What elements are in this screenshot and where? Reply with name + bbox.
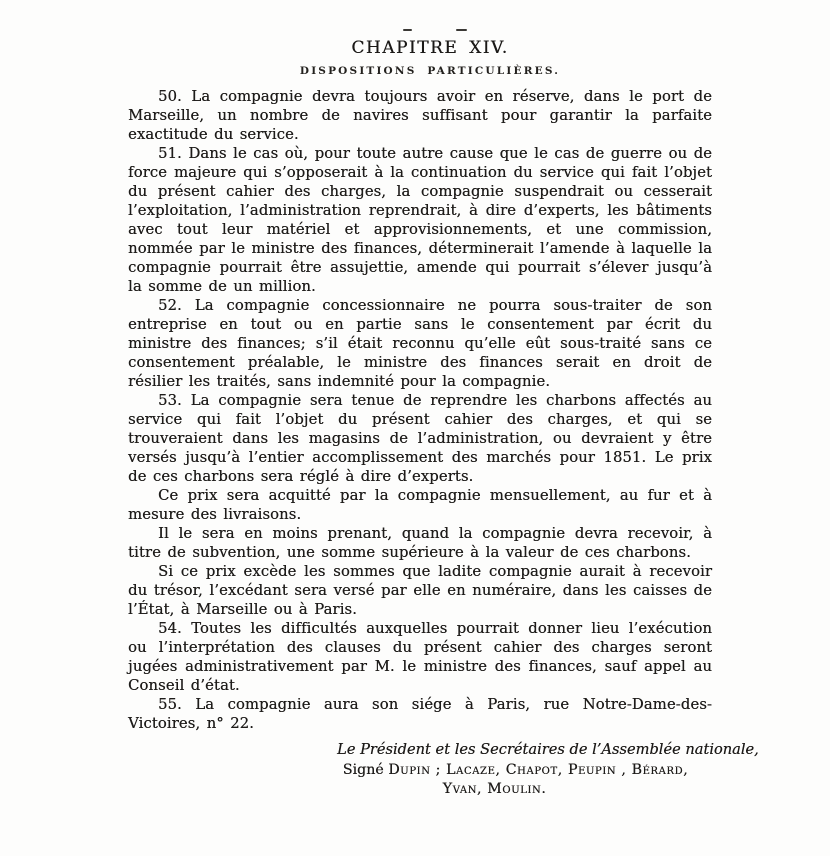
signature-block [337,739,759,799]
article-53-paragraph: 53. La compagnie sera tenue de reprendre les charbons affectés au service qui fait l’objet du présent cahier des charges, et qui se trouveraient dans les magasins de l’administration, ou devraient y être versés jusqu’à l’entier accomplissement des marchés pour 1851. Le prix de ces charbons sera réglé à dire d’experts. [128,392,712,485]
signature-names-line [337,760,712,780]
chapter-header [128,38,712,77]
article-52-paragraph: 52. La compagnie concessionnaire ne pourra sous-traiter de son entreprise en tout ou en partie sans le consentement par écrit du ministre des finances; s’il était reconnu qu’elle eût sous-traité sans ce consentement préalable, le ministre des finances serait en droit de résilier les traités, sans indemnité pour la compagnie. [128,297,712,390]
artifact-dash-icon [403,29,412,31]
signature-attribution: Le Président et les Secrétaires de l’Assemblée nationale, [337,741,759,758]
article-51-paragraph: 51. Dans le cas où, pour toute autre cause que le cas de guerre ou de force majeure qui s’opposerait à la continuation du service qui fait l’objet du présent cahier des charges, la compagnie suspendrait ou cesserait l’exploitation, l’administration reprendrait, à dire d’experts, les bâtiments avec tout leur matériel et approvisionnements, et une commission, nommée par le ministre des finances, déterminerait l’amende à laquelle la compagnie pourrait être assujettie, amende qui pourrait s’élever jusqu’à la somme de un million. [128,145,712,295]
article-text-block [128,87,759,799]
scan-artifact-marks [0,26,830,31]
chapter-subtitle: DISPOSITIONS PARTICULIÈRES. [299,65,561,77]
article-55-paragraph: 55. La compagnie aura son siége à Paris, rue Notre-Dame-des-Victoires, n° 22. [128,696,712,732]
article-54-paragraph: 54. Toutes les difficultés auxquelles pourrait donner lieu l’exécution ou l’interprétation des clauses du présent cahier des charges seront jugées administrativement par M. le ministre des finances, sauf appel au Conseil d’état. [128,620,712,694]
signatory-names: Dupin ; Lacaze, Chapot, Peupin , Bérard, [388,762,689,778]
article-53-deduction-paragraph: Il le sera en moins prenant, quand la compagnie devra recevoir, à titre de subvention, une somme supérieure à la valeur de ces charbons. [128,525,712,561]
signed-label: Signé [342,762,389,778]
article-53-excess-paragraph: Si ce prix excède les sommes que ladite compagnie aurait à recevoir du trésor, l’excédant sera versé par elle en numéraire, dans les caisses de l’État, à Marseille ou à Paris. [128,563,712,618]
chapter-title: CHAPITRE XIV. [351,38,509,58]
article-53-payment-paragraph: Ce prix sera acquitté par la compagnie mensuellement, au fur et à mesure des livraisons. [128,487,712,523]
artifact-dash-icon [456,29,467,31]
article-50-paragraph: 50. La compagnie devra toujours avoir en réserve, dans le port de Marseille, un nombre de navires suffisant pour garantir la parfaite exactitude du service. [128,88,712,143]
signatory-names-second-line: Yvan, Moulin. [442,781,547,797]
